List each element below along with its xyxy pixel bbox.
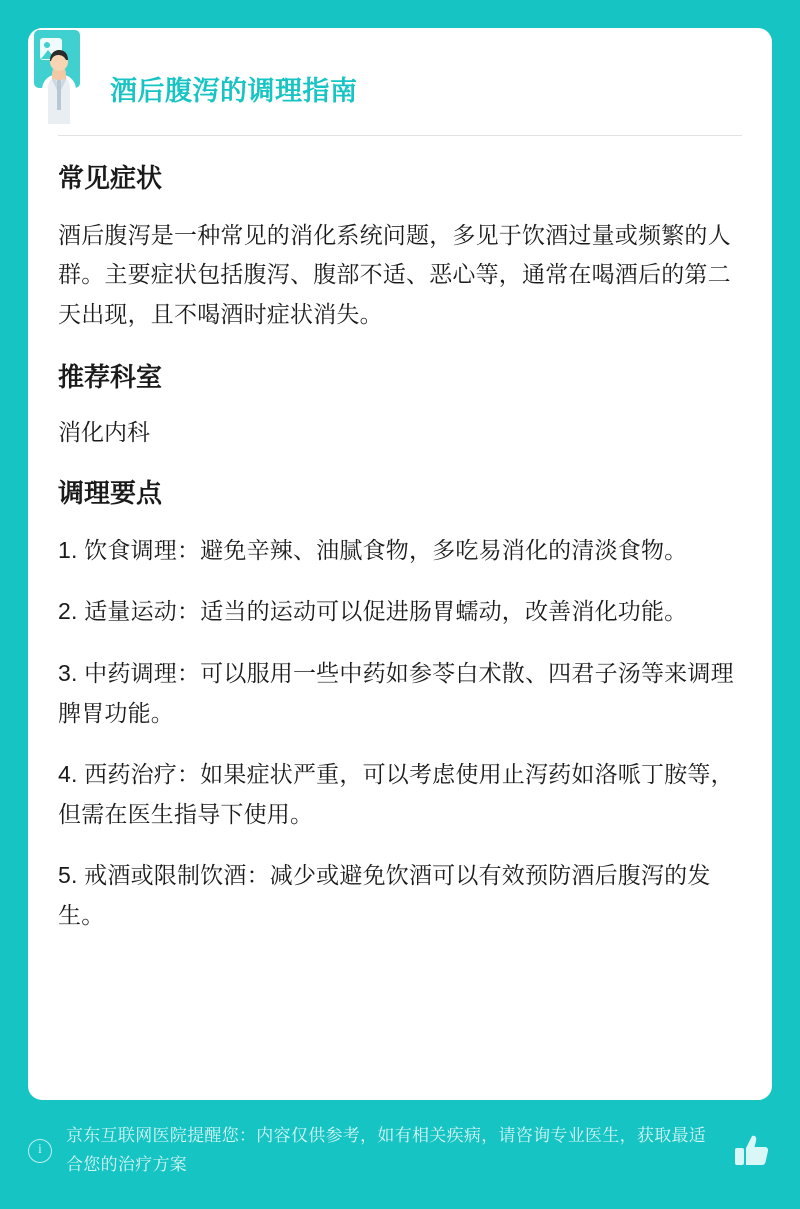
list-item: 3. 中药调理：可以服用一些中药如参苓白术散、四君子汤等来调理脾胃功能。	[58, 660, 734, 726]
section-heading-symptoms: 常见症状	[58, 163, 163, 194]
document-image-icon	[28, 28, 98, 124]
section-heading-care-points: 调理要点	[58, 478, 163, 509]
list-item: 5. 戒酒或限制饮酒：减少或避免饮酒可以有效预防酒后腹泻的发生。	[58, 862, 711, 928]
section-body-department: 消化内科	[58, 419, 150, 446]
section-body-symptoms: 酒后腹泻是一种常见的消化系统问题，多见于饮酒过量或频繁的人群。主要症状包括腹泻、腹部不适、恶心等，通常在喝酒后的第二天出现，且不喝酒时症状消失。	[58, 221, 731, 327]
footer-disclaimer-text: 京东互联网医院提醒您：内容仅供参考，如有相关疾病，请咨询专业医生，获取最适合您的治疗方案	[66, 1126, 707, 1174]
list-item: 4. 西药治疗：如果症状严重，可以考虑使用止泻药如洛哌丁胺等，但需在医生指导下使用。	[58, 761, 734, 827]
section-heading-department: 推荐科室	[58, 361, 163, 392]
care-points-list	[58, 531, 742, 935]
thumbs-up-icon[interactable]	[730, 1130, 772, 1172]
page-title: 酒后腹泻的调理指南	[110, 76, 358, 106]
list-item: 2. 适量运动：适当的运动可以促进肠胃蠕动，改善消化功能。	[58, 598, 688, 625]
article-card	[28, 28, 772, 1100]
title-divider	[58, 135, 742, 136]
list-item: 1. 饮食调理：避免辛辣、油腻食物，多吃易消化的清淡食物。	[58, 536, 688, 563]
info-circle-icon: i	[28, 1139, 52, 1163]
footer-disclaimer-bar	[28, 1111, 772, 1191]
